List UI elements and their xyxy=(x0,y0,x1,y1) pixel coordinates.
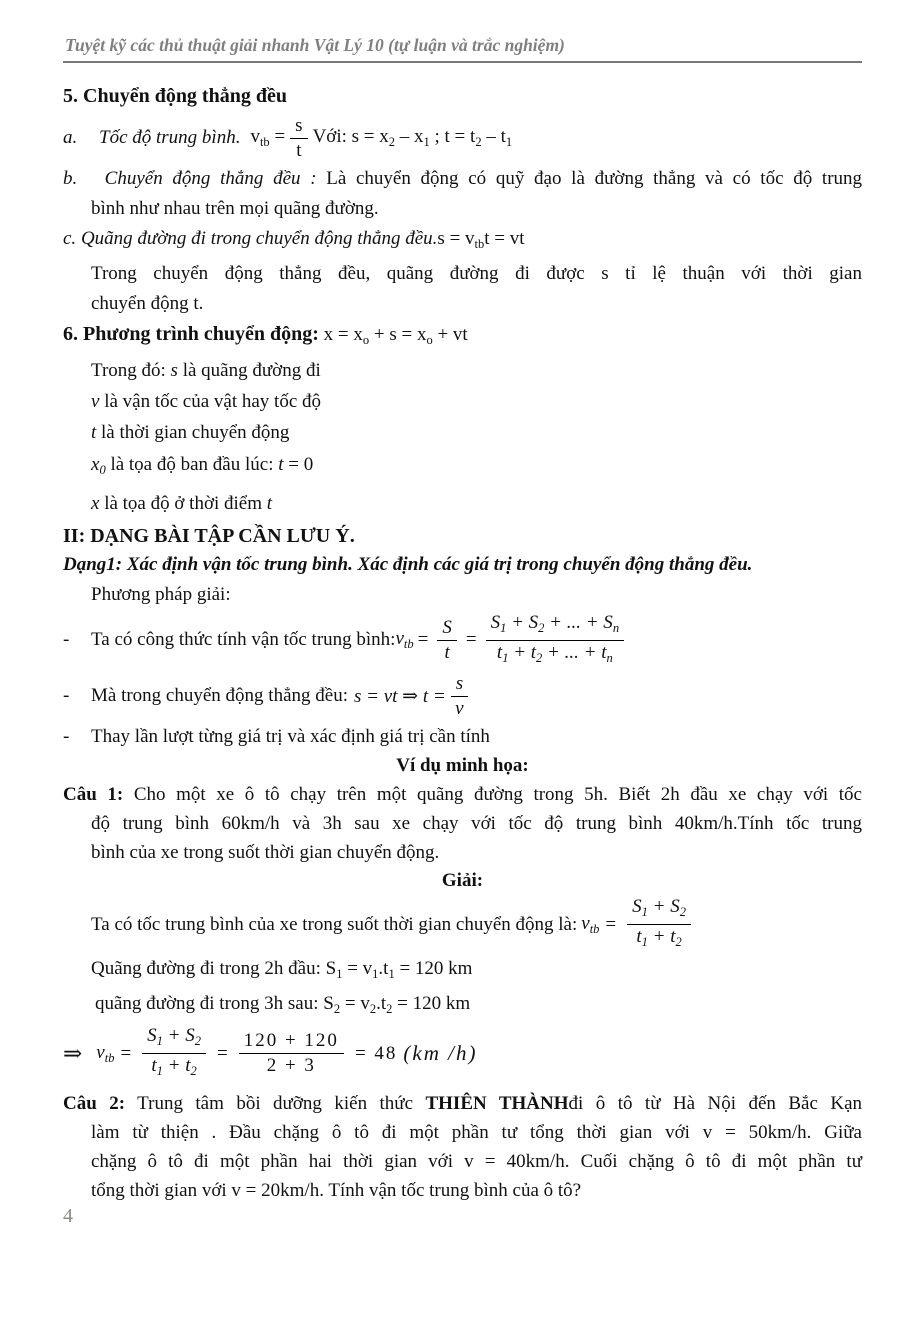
result-unit: (km /h) xyxy=(403,1041,478,1065)
cau1-paragraph xyxy=(63,780,862,867)
item-c-label: c. xyxy=(63,228,77,249)
cau2-line2: làm từ thiện . Đầu chặng ô tô đi một phần tư tổng thời gian với v = 50km/h. Giữa xyxy=(91,1122,862,1143)
fraction-S1S2-over-t1t2: $\frac{S_1 + S_2}{t_1 + t_2}$ xyxy=(627,895,691,954)
distance-line-1: Quãng đường đi trong 2h đầu: $S_1 = v_1.t_1 = 120$ km xyxy=(91,958,473,981)
item-c-title: Quãng đường đi trong chuyển động thẳng đều. xyxy=(80,228,438,249)
page-number: 4 xyxy=(63,1205,73,1227)
fraction-S-over-t: $\frac{S}{t}$ xyxy=(437,616,457,665)
section-5-heading: 5. Chuyển động thẳng đều xyxy=(63,85,287,107)
cau2-line1: Câu 2: Trung tâm bồi dưỡng kiến thức THIÊN THÀNHđi ô tô từ Hà Nội đến Bắc Kạn xyxy=(63,1093,863,1114)
cau1-label: Câu 1: xyxy=(63,784,124,805)
note-line1: Trong chuyển động thẳng đều, quãng đường đi được s tỉ lệ thuận với thời gian xyxy=(91,263,862,284)
bullet-2-formula: s = vt ⇒ t = xyxy=(353,685,446,707)
method-label: Phương pháp giải: xyxy=(91,584,231,605)
running-header xyxy=(63,34,862,63)
cau1-line3: bình của xe trong suốt thời gian chuyển động. xyxy=(91,842,440,863)
item-c-formula: $s = v_{tb}t$ = vt xyxy=(437,228,525,251)
cau1-solution-intro: Ta có tốc trung bình của xe trong suốt thời gian chuyển động là: $v_{tb}$ = $\frac{S_1 + S_2}{t_1 + t_2}$ xyxy=(91,895,862,954)
bullet-2-dash: - xyxy=(63,685,70,706)
proportionality-note xyxy=(91,259,862,319)
cau2-line3: chặng ô tô đi một phần hai thời gian với v = 40km/h. Cuối chặng ô tô đi một phần tư xyxy=(91,1151,862,1172)
bullet-1: - Ta có công thức tính vận tốc trung bình: $v_{tb}$ = $\frac{S}{t}$ = $\frac{S_1 + S_2 + ... + S_n}{t_1 + t_2 + ... + t_n}$ xyxy=(63,610,862,670)
bullet-3 xyxy=(63,722,862,752)
item-a-formula: $v_{tb}$ = xyxy=(250,126,286,149)
cau2-brand: THIÊN THÀNH xyxy=(425,1093,569,1114)
where-x0: $x_0$ là tọa độ ban đầu lúc: t = 0 xyxy=(91,454,314,477)
implies-arrow: ⇒ xyxy=(63,1040,83,1066)
item-a-line xyxy=(63,112,862,164)
item-a-conditions: Với: $s = x_2 - x_1$ ; $t = t_2 - t_1$ xyxy=(312,126,513,149)
result-line: ⇒ $v_{tb}$ = $\frac{S_1 + S_2}{t_1 + t_2}$ = $\frac{120 + 120}{2 + 3}$ = 48 (km /h) xyxy=(63,1024,862,1083)
giai-heading: Giải: xyxy=(441,870,484,891)
cau2-line4: tổng thời gian với v = 20km/h. Tính vận tốc trung bình của ô tô? xyxy=(91,1180,582,1201)
cau2-paragraph xyxy=(63,1089,862,1205)
where-s: Trong đó: s là quãng đường đi xyxy=(91,360,321,381)
where-t: t là thời gian chuyển động xyxy=(91,422,290,443)
running-header-title: Tuyệt kỹ các thủ thuật giải nhanh Vật Lý 10 (tự luận và trắc nghiệm) xyxy=(65,35,565,55)
cau1-line1: Câu 1: Cho một xe ô tô chạy trên một quãng đường trong 5h. Biết 2h đầu xe chạy với tốc xyxy=(63,784,862,805)
section-6-heading: 6. Phương trình chuyển động: xyxy=(63,323,319,345)
where-clauses xyxy=(91,355,862,520)
result-vtb: $v_{tb}$ xyxy=(96,1041,115,1065)
result-fraction-numeric: $\frac{120 + 120}{2 + 3}$ xyxy=(239,1029,344,1078)
example-heading: Ví dụ minh họa: xyxy=(396,755,529,776)
item-c-line xyxy=(63,224,862,259)
fraction-sum-S-over-sum-t: $\frac{S_1 + S_2 + ... + S_n}{t_1 + t_2 + ... + t_n}$ xyxy=(486,611,624,670)
distance-formula-1: $S_1 = v_1.t_1 = 120$ km xyxy=(325,958,473,981)
note-line2: chuyển động t. xyxy=(91,293,204,314)
bullet-1-dash: - xyxy=(63,629,70,650)
dang1-heading: Dạng1: Xác định vận tốc trung bình. Xác định các giá trị trong chuyển động thẳng đều. xyxy=(63,554,753,575)
bullet-1-text: Ta có công thức tính vận tốc trung bình: xyxy=(91,629,396,650)
cau1-intro-vtb: $v_{tb}$ xyxy=(581,912,600,936)
cau2-label: Câu 2: xyxy=(63,1093,126,1114)
where-x: x là tọa độ ở thời điểm t xyxy=(91,493,273,514)
fraction-s-over-t: $\frac{s}{t}$ xyxy=(290,114,307,163)
item-b-line2: bình như nhau trên mọi quãng đường. xyxy=(91,198,379,219)
bullet-2-text: Mà trong chuyển động thẳng đều: xyxy=(91,685,348,706)
section-6-heading-line xyxy=(63,319,862,355)
cau1-line2: độ trung bình 60km/h và 3h sau xe chạy với tốc độ trung bình 40km/h.Tính tốc trung xyxy=(91,813,862,834)
item-a-label: a. xyxy=(63,127,78,148)
bullet-1-vtb: $v_{tb}$ xyxy=(395,628,414,651)
item-a-title: Tốc độ trung bình. xyxy=(99,127,241,148)
item-b-label: b. xyxy=(63,168,78,189)
fraction-s-over-v: $\frac{s}{v}$ xyxy=(451,672,468,721)
distance-formula-2: $S_2 = v_2.t_2 = 120$ km xyxy=(323,993,471,1016)
distance-line-2: quãng đường đi trong 3h sau: $S_2 = v_2.t_2 = 120$ km xyxy=(95,993,471,1016)
bullet-3-dash: - xyxy=(63,726,70,747)
section-6-formula: $x = x_o + s = x_o$ + vt xyxy=(323,324,468,347)
item-b-title: Chuyển động thẳng đều : xyxy=(104,168,317,189)
result-fraction-symbolic: $\frac{S_1 + S_2}{t_1 + t_2}$ xyxy=(142,1024,206,1083)
item-b-paragraph xyxy=(63,164,862,224)
bullet-3-text: Thay lần lượt từng giá trị và xác định giá trị cần tính xyxy=(91,726,490,747)
part-2-heading: II: DẠNG BÀI TẬP CẦN LƯU Ý. xyxy=(63,525,355,547)
item-b-line1: b. Chuyển động thẳng đều : Là chuyển động có quỹ đạo là đường thẳng và có tốc độ trung xyxy=(63,168,863,189)
cau1-intro-text: Ta có tốc trung bình của xe trong suốt thời gian chuyển động là: xyxy=(91,913,578,935)
where-v: v là vận tốc của vật hay tốc độ xyxy=(91,391,322,412)
bullet-2 xyxy=(63,670,862,722)
